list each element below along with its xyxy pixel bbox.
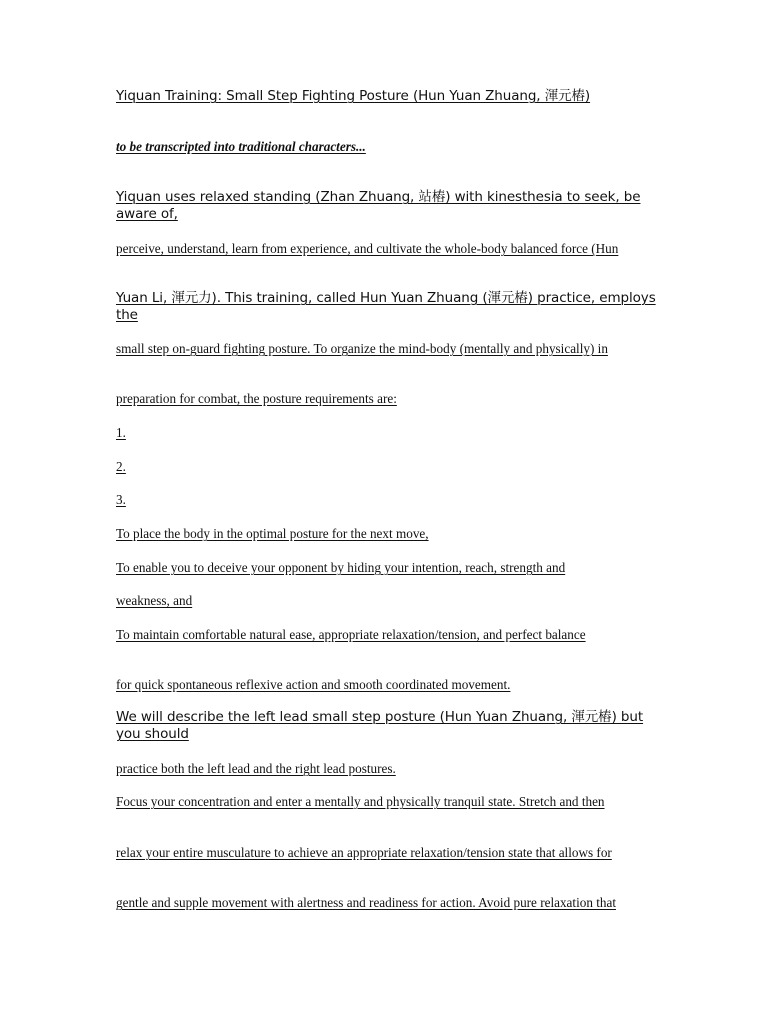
list-number: 3. [116, 492, 126, 507]
paragraph-line: weakness, and [116, 593, 193, 608]
paragraph-line: relax your entire musculature to achieve an appropriate relaxation/tension state that allows for [116, 845, 612, 860]
list-number: 1. [116, 425, 126, 440]
paragraph-line: gentle and supple movement with alertness and readiness for action. Avoid pure relaxation that [116, 895, 616, 910]
paragraph-line: perceive, understand, learn from experience, and cultivate the whole-body balanced force (Hun [116, 241, 619, 256]
list-number: 2. [116, 459, 126, 474]
paragraph-line: for quick spontaneous reflexive action and smooth coordinated movement. [116, 677, 511, 692]
paragraph-line: To place the body in the optimal posture for the next move, [116, 526, 429, 541]
paragraph-line: Yiquan uses relaxed standing (Zhan Zhuang, 站樁) with kinesthesia to seek, be aware of, [116, 189, 641, 222]
paragraph-line: Yuan Li, 渾元力). This training, called Hun Yuan Zhuang (渾元樁) practice, employs the [116, 290, 656, 323]
paragraph-line: To enable you to deceive your opponent by hiding your intention, reach, strength and [116, 560, 566, 575]
paragraph-line: small step on-guard fighting posture. To organize the mind-body (mentally and physically) in [116, 341, 608, 356]
paragraph-line: We will describe the left lead small step posture (Hun Yuan Zhuang, 渾元樁) but you should [116, 709, 644, 742]
document-subtitle: to be transcripted into traditional characters... [116, 139, 366, 154]
paragraph-line: To maintain comfortable natural ease, appropriate relaxation/tension, and perfect balance [116, 627, 586, 642]
paragraph-line: Focus your concentration and enter a mentally and physically tranquil state. Stretch and then [116, 794, 605, 809]
paragraph-line: preparation for combat, the posture requirements are: [116, 391, 397, 406]
document-title: Yiquan Training: Small Step Fighting Posture (Hun Yuan Zhuang, 渾元樁) [116, 88, 591, 104]
paragraph-line: practice both the left lead and the right lead postures. [116, 761, 396, 776]
